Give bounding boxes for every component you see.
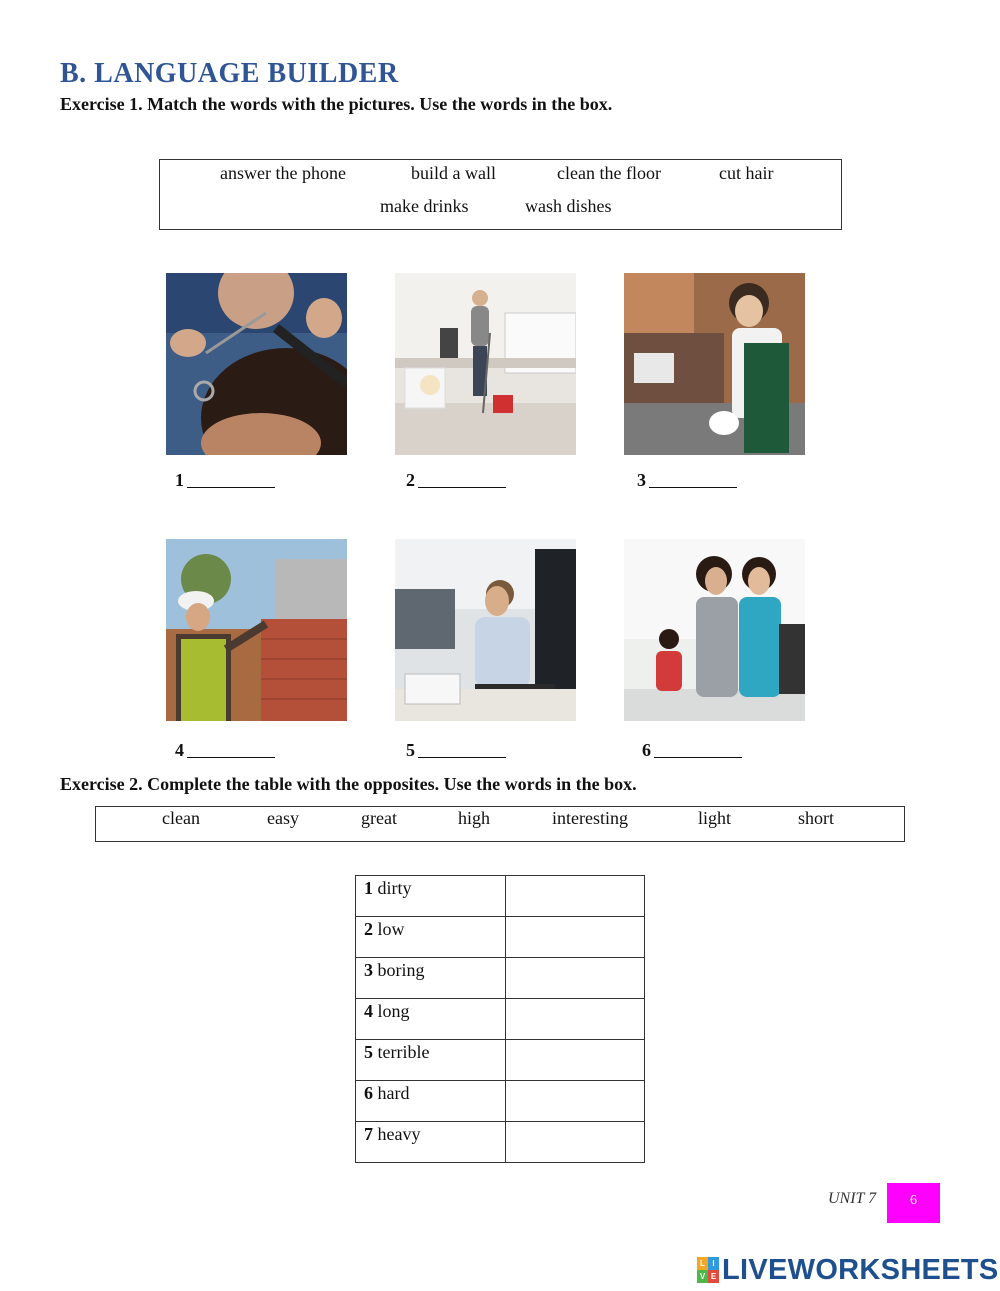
logo-letter: I bbox=[708, 1257, 719, 1270]
word-cell bbox=[356, 1122, 506, 1163]
answer-cell[interactable] bbox=[506, 958, 645, 999]
blank-line[interactable] bbox=[654, 741, 742, 758]
answer-cell[interactable] bbox=[506, 1081, 645, 1122]
word-box-item: high bbox=[458, 808, 491, 828]
table-row bbox=[356, 1122, 645, 1163]
woman-washing-dishes-photo bbox=[624, 273, 805, 455]
word-cell bbox=[356, 1081, 506, 1122]
row-number: 1 bbox=[364, 878, 373, 898]
answer-cell[interactable] bbox=[506, 1040, 645, 1081]
row-word: long bbox=[377, 1001, 410, 1021]
blank-number: 6 bbox=[642, 740, 651, 760]
answer-cell[interactable] bbox=[506, 917, 645, 958]
word-box-item: great bbox=[361, 808, 397, 828]
word-box-item: clean bbox=[162, 808, 200, 828]
blank-line[interactable] bbox=[649, 471, 737, 488]
answer-cell[interactable] bbox=[506, 1122, 645, 1163]
woman-mopping-floor-photo bbox=[395, 273, 576, 455]
brand-name: LIVEWORKSHEETS bbox=[722, 1253, 999, 1286]
blank-line[interactable] bbox=[187, 741, 275, 758]
word-box-item: wash dishes bbox=[525, 196, 612, 216]
blank-number: 5 bbox=[406, 740, 415, 760]
blank-line[interactable] bbox=[418, 471, 506, 488]
row-word: heavy bbox=[377, 1124, 421, 1144]
answer-blank-5[interactable] bbox=[406, 740, 506, 761]
answer-cell[interactable] bbox=[506, 999, 645, 1040]
word-box-item: answer the phone bbox=[220, 163, 346, 183]
blank-number: 3 bbox=[637, 470, 646, 490]
word-box-item: make drinks bbox=[380, 196, 469, 216]
word-box-item: build a wall bbox=[411, 163, 496, 183]
answer-blank-3[interactable] bbox=[637, 470, 737, 491]
word-cell bbox=[356, 1040, 506, 1081]
row-number: 4 bbox=[364, 1001, 373, 1021]
blank-line[interactable] bbox=[187, 471, 275, 488]
liveworksheets-logo[interactable] bbox=[697, 1253, 999, 1287]
blank-number: 1 bbox=[175, 470, 184, 490]
exercise2-word-box bbox=[95, 806, 905, 842]
table-row bbox=[356, 1081, 645, 1122]
word-box-item: light bbox=[698, 808, 732, 828]
answer-blank-1[interactable] bbox=[175, 470, 275, 491]
row-number: 5 bbox=[364, 1042, 373, 1062]
answer-blank-4[interactable] bbox=[175, 740, 275, 761]
row-word: hard bbox=[377, 1083, 410, 1103]
exercise1-title: Exercise 1. Match the words with the pictures. Use the words in the box. bbox=[60, 94, 613, 114]
answer-blank-6[interactable] bbox=[642, 740, 742, 761]
exercise1-word-box bbox=[159, 159, 842, 230]
word-box-item: easy bbox=[267, 808, 299, 828]
table-row bbox=[356, 876, 645, 917]
blank-number: 2 bbox=[406, 470, 415, 490]
logo-icon bbox=[697, 1257, 719, 1283]
word-cell bbox=[356, 876, 506, 917]
women-making-drinks-photo bbox=[624, 539, 805, 721]
row-number: 3 bbox=[364, 960, 373, 980]
word-cell bbox=[356, 917, 506, 958]
word-box-item: cut hair bbox=[719, 163, 774, 183]
table-row bbox=[356, 958, 645, 999]
word-box-item: short bbox=[798, 808, 834, 828]
unit-label: UNIT 7 bbox=[828, 1190, 877, 1207]
word-box-item: clean the floor bbox=[557, 163, 661, 183]
answer-blank-2[interactable] bbox=[406, 470, 506, 491]
page-number: 6 bbox=[887, 1183, 940, 1223]
exercise2-title: Exercise 2. Complete the table with the opposites. Use the words in the box. bbox=[60, 774, 637, 794]
man-answering-phone-photo bbox=[395, 539, 576, 721]
table-row bbox=[356, 999, 645, 1040]
row-number: 7 bbox=[364, 1124, 373, 1144]
section-title: B. LANGUAGE BUILDER bbox=[60, 58, 399, 89]
word-cell bbox=[356, 999, 506, 1040]
blank-line[interactable] bbox=[418, 741, 506, 758]
opposites-table bbox=[355, 875, 645, 1163]
barber-cutting-hair-photo bbox=[166, 273, 347, 455]
logo-letter: L bbox=[697, 1257, 708, 1270]
table-row bbox=[356, 1040, 645, 1081]
blank-number: 4 bbox=[175, 740, 184, 760]
logo-letter: E bbox=[708, 1270, 719, 1283]
row-number: 6 bbox=[364, 1083, 373, 1103]
logo-letter: V bbox=[697, 1270, 708, 1283]
row-word: dirty bbox=[377, 878, 412, 898]
word-box-item: interesting bbox=[552, 808, 628, 828]
worker-building-brick-wall-photo bbox=[166, 539, 347, 721]
row-word: low bbox=[377, 919, 405, 939]
answer-cell[interactable] bbox=[506, 876, 645, 917]
row-word: terrible bbox=[377, 1042, 430, 1062]
word-cell bbox=[356, 958, 506, 999]
row-word: boring bbox=[377, 960, 425, 980]
row-number: 2 bbox=[364, 919, 373, 939]
table-row bbox=[356, 917, 645, 958]
